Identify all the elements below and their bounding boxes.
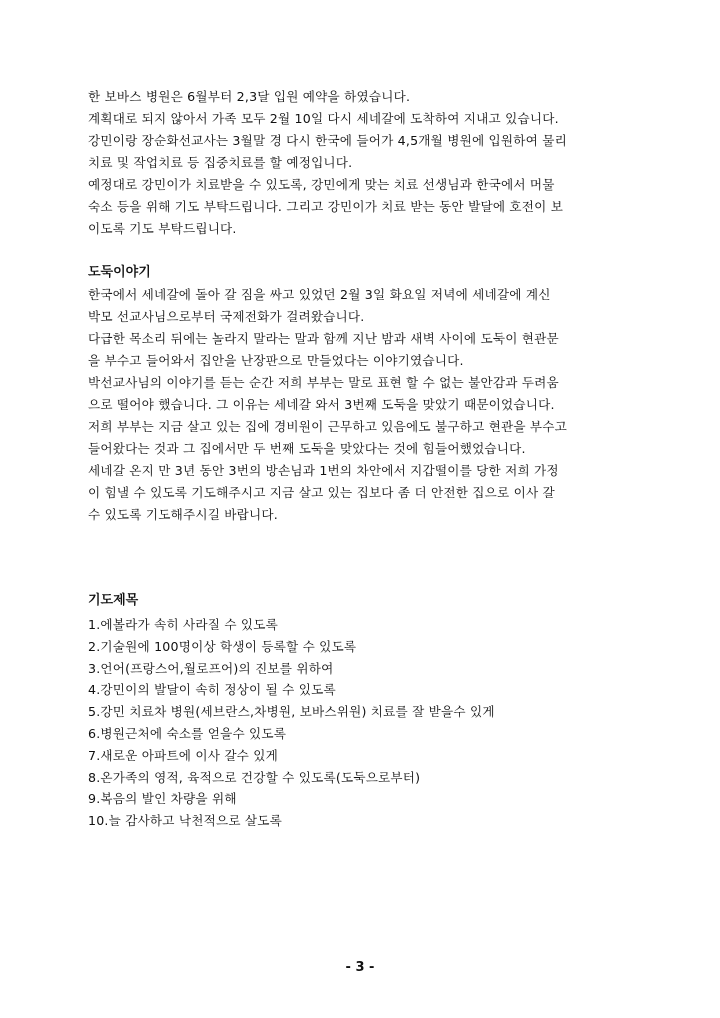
prayer-item: 3.언어(프랑스어,월로프어)의 진보를 위하여 (88, 660, 334, 676)
prayer-item: 5.강민 치료차 병원(세브란스,차병원, 보바스위원) 치료를 잘 받을수 있게 (88, 704, 495, 720)
prayer-list (88, 614, 633, 832)
page-number: - 3 - (345, 960, 375, 975)
intro-line: 치료 및 작업치료 등 집중치료를 할 예정입니다. (88, 155, 353, 170)
prayer-item: 2.기술원에 100명이상 학생이 등록할 수 있도록 (88, 638, 357, 654)
story-paragraph (88, 284, 633, 526)
document-page (88, 86, 633, 832)
story-line: 다급한 목소리 뒤에는 놀라지 말라는 말과 함께 지난 밤과 새벽 사이에 도둑이 현관문 (88, 331, 559, 346)
intro-line: 계획대로 되지 않아서 가족 모두 2월 10일 다시 세네갈에 도착하여 지내고 있습니다. (88, 111, 559, 126)
story-line: 으로 떨어야 했습니다. 그 이유는 세네갈 와서 3번째 도둑을 맞았기 때문이었습니다. (88, 397, 555, 412)
story-line: 박모 선교사님으로부터 국제전화가 걸려왔습니다. (88, 309, 365, 324)
prayer-item: 6.병원근처에 숙소를 얻을수 있도록 (88, 725, 287, 741)
prayer-item: 4.강민이의 발달이 속히 정상이 될 수 있도록 (88, 682, 336, 698)
prayer-item: 9.복음의 발인 차량을 위해 (88, 791, 237, 807)
prayer-item: 10.늘 감사하고 낙천적으로 살도록 (88, 813, 282, 829)
story-line: 한국에서 세네갈에 돌아 갈 짐을 싸고 있었던 2월 3일 화요일 저녁에 세네갈에 계신 (88, 287, 551, 302)
prayer-item: 7.새로운 아파트에 이사 갈수 있게 (88, 747, 278, 763)
prayer-item: 8.온가족의 영적, 육적으로 건강할 수 있도록(도둑으로부터) (88, 769, 421, 785)
intro-line: 강민이랑 장순화선교사는 3월말 경 다시 한국에 들어가 4,5개월 병원에 입원하여 물리 (88, 133, 567, 148)
intro-line: 이도록 기도 부탁드립니다. (88, 221, 237, 236)
story-line: 수 있도록 기도해주시길 바랍니다. (88, 507, 278, 522)
story-heading: 도둑이야기 (88, 265, 151, 280)
story-line: 박선교사님의 이야기를 듣는 순간 저희 부부는 말로 표현 할 수 없는 불안감과 두려움 (88, 375, 559, 390)
prayer-item: 1.에볼라가 속히 사라질 수 있도록 (88, 617, 278, 632)
story-line: 저희 부부는 지금 살고 있는 집에 경비원이 근무하고 있음에도 불구하고 현관을 부수고 (88, 419, 568, 434)
story-line: 을 부수고 들어와서 집안을 난장판으로 만들었다는 이야기였습니다. (88, 353, 464, 368)
intro-line: 예정대로 강민이가 치료받을 수 있도록, 강민에게 맞는 치료 선생님과 한국에서 머물 (88, 177, 555, 192)
prayer-heading: 기도제목 (88, 593, 139, 608)
story-line: 들어왔다는 것과 그 집에서만 두 번째 도둑을 맞았다는 것에 힘들어했었습니다. (88, 441, 526, 456)
story-line: 이 힘낼 수 있도록 기도해주시고 지금 살고 있는 집보다 좀 더 안전한 집으로 이사 갈 (88, 485, 555, 500)
intro-paragraph (88, 86, 633, 240)
story-line: 세네갈 온지 만 3년 동안 3번의 방손님과 1번의 차안에서 지갑떨이를 당한 저희 가정 (88, 463, 559, 478)
intro-line: 한 보바스 병원은 6월부터 2,3달 입원 예약을 하였습니다. (88, 89, 411, 104)
intro-line: 숙소 등을 위해 기도 부탁드립니다. 그리고 강민이가 치료 받는 동안 발달에 호전이 보 (88, 199, 564, 214)
